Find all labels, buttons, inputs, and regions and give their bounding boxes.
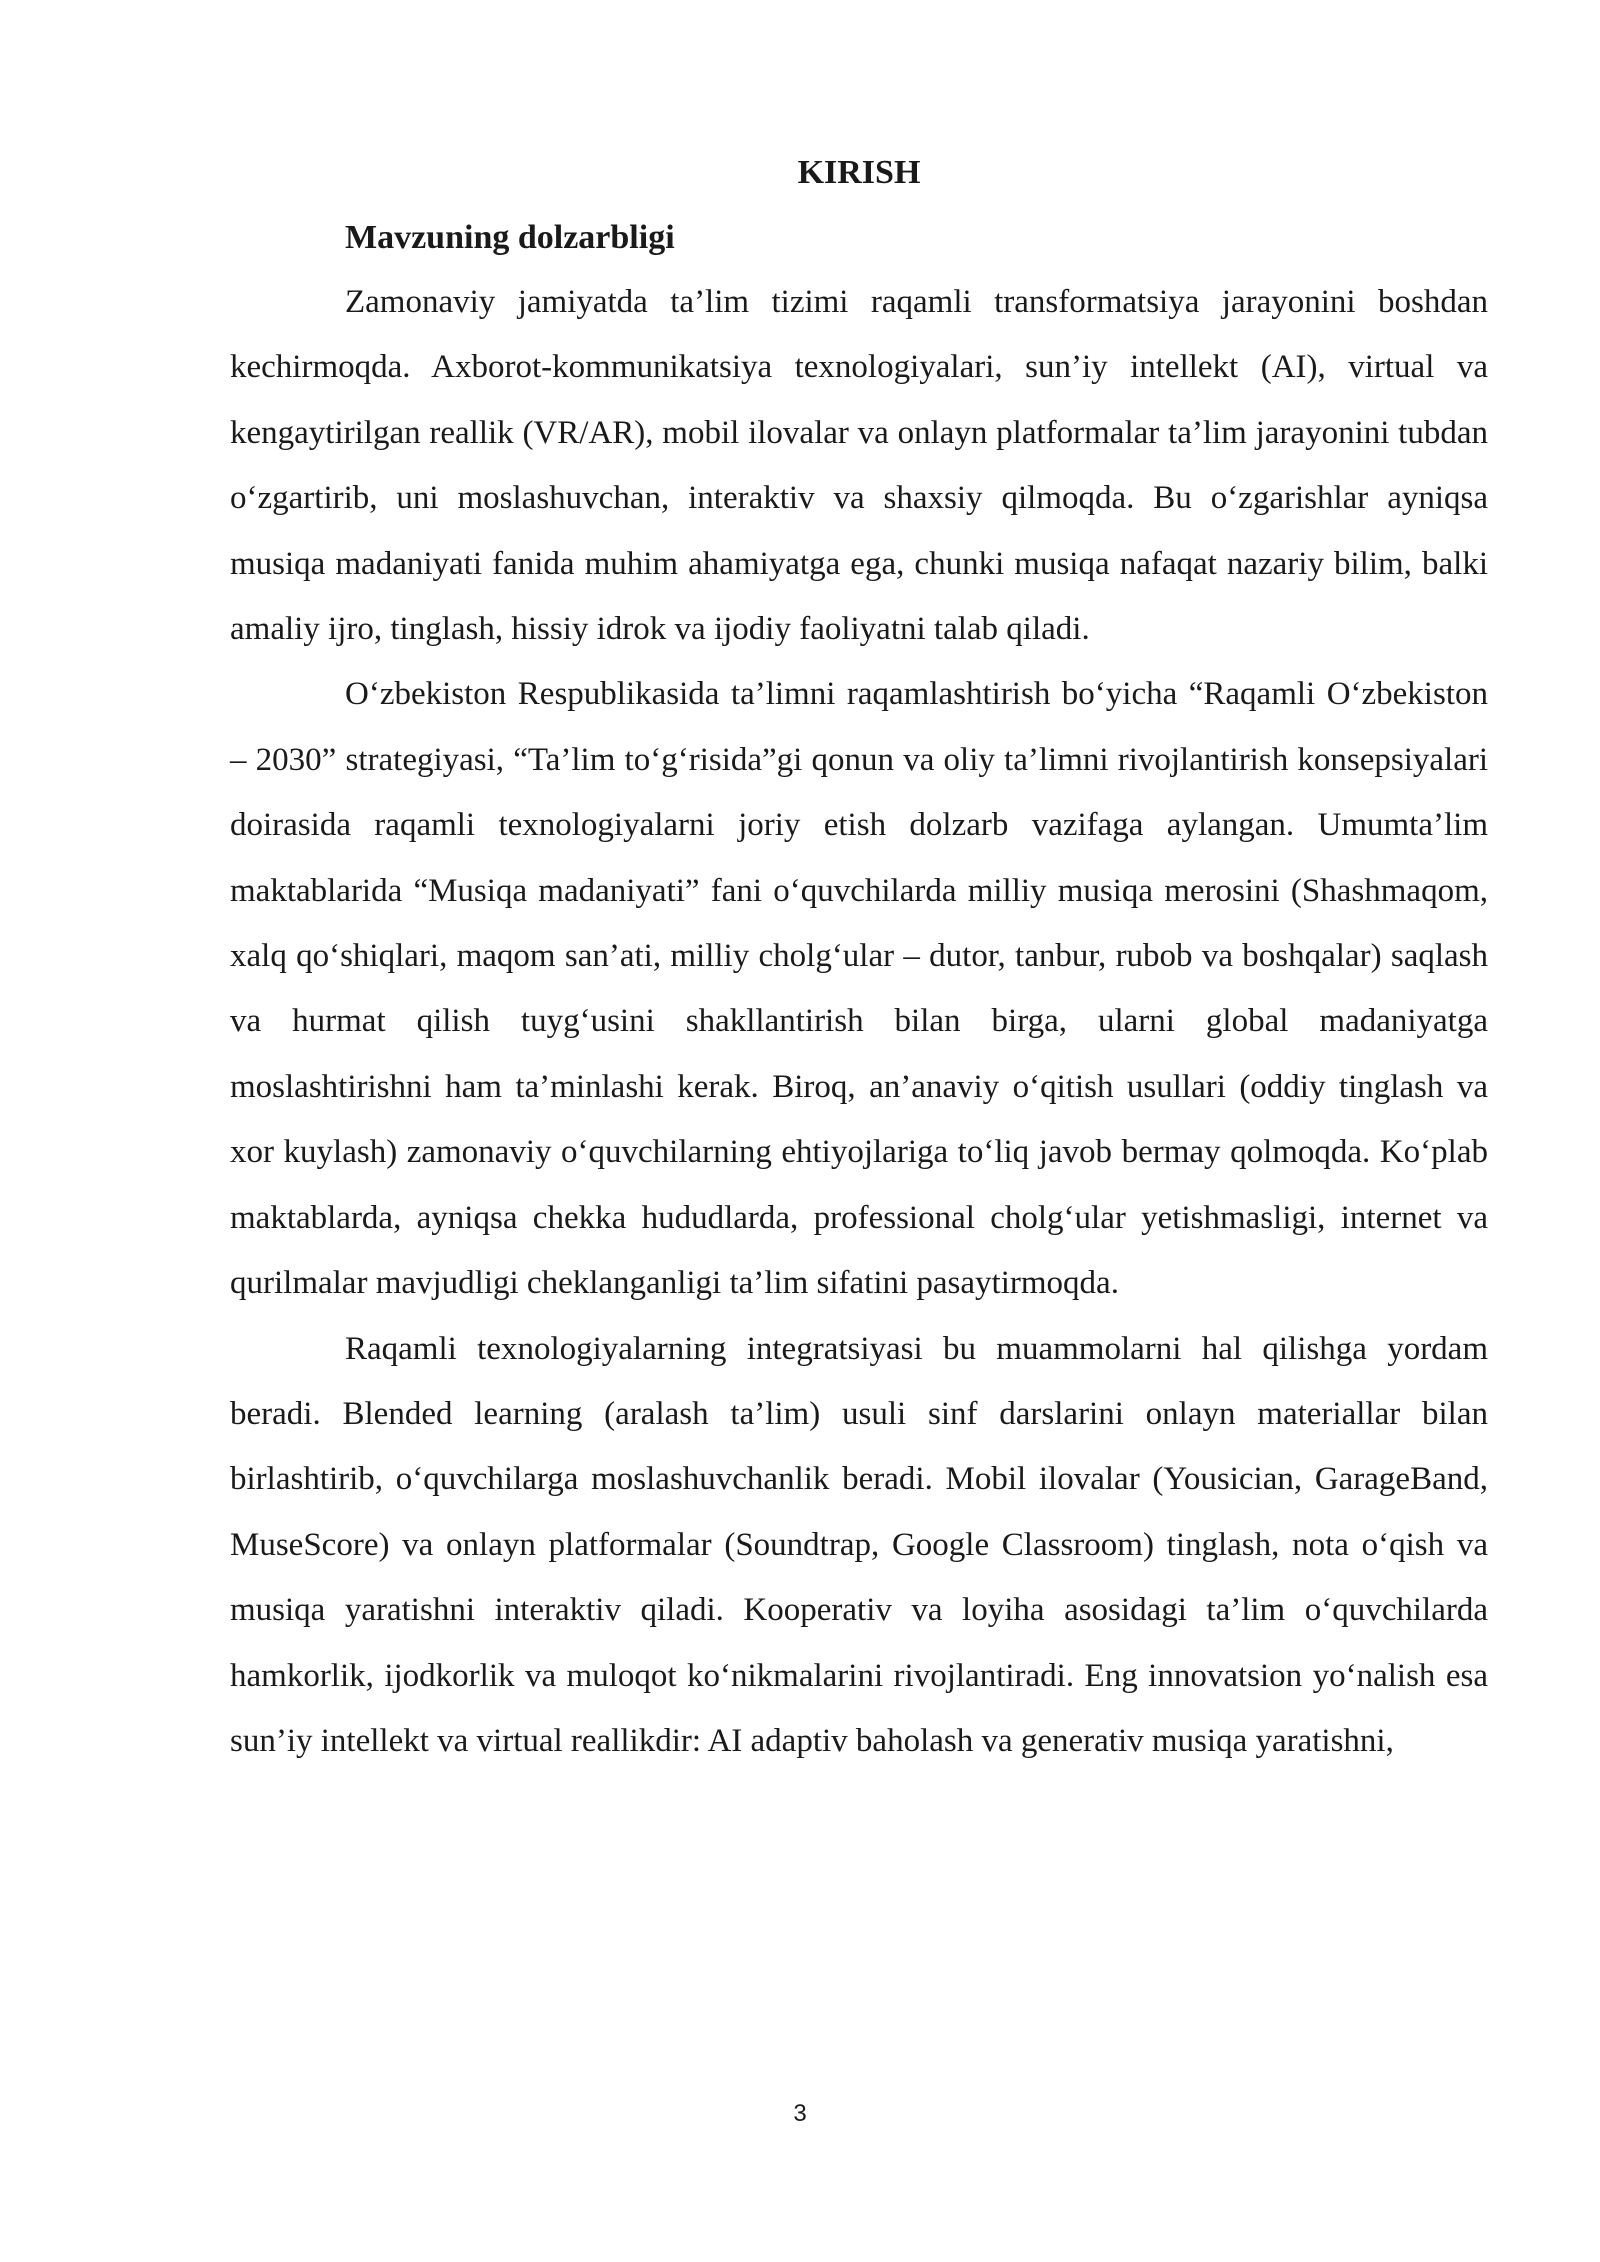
section-heading: Mavzuning dolzarbligi (345, 219, 675, 256)
page-number: 3 (793, 2100, 807, 2127)
paragraph-1: Zamonaviy jamiyatda ta’lim tizimi raqamli transformatsiya jarayonini boshdan kechirmoqda. Axborot-kommunikatsiya texnologiyalari, sun’iy intellekt (AI), virtual va kengaytirilgan reallik (VR/AR), mobil ilovalar va onlayn platformalar ta’lim jarayonini tubdan o‘zgartirib, uni moslashuvchan, interaktiv va shaxsiy qilmoqda. Bu o‘zgarishlar ayniqsa musiqa madaniyati fanida muhim ahamiyatga ega, chunki musiqa nafaqat nazariy bilim, balki amaliy ijro, tinglash, hissiy idrok va ijodiy faoliyatni talab qiladi. (230, 284, 1488, 648)
paragraph-3: Raqamli texnologiyalarning integratsiyasi bu muammolarni hal qilishga yordam beradi. Blended learning (aralash ta’lim) usuli sinf darslarini onlayn materiallar bilan birlashtirib, o‘quvchilarga moslashuvchanlik beradi. Mobil ilovalar (Yousician, GarageBand, MuseScore) va onlayn platformalar (Soundtrap, Google Classroom) tinglash, nota o‘qish va musiqa yaratishni interaktiv qiladi. Kooperativ va loyiha asosidagi ta’lim o‘quvchilarda hamkorlik, ijodkorlik va muloqot ko‘nikmalarini rivojlantiradi. Eng innovatsion yo‘nalish esa sun’iy intellekt va virtual reallikdir: AI adaptiv baholash va generativ musiqa yaratishni, (230, 1330, 1488, 1759)
document-title: KIRISH (797, 154, 921, 191)
document-page (230, 140, 1488, 1774)
paragraph-2: O‘zbekiston Respublikasida ta’limni raqamlashtirish bo‘yicha “Raqamli O‘zbekiston – 2030” strategiyasi, “Ta’lim to‘g‘risida”gi qonun va oliy ta’limni rivojlantirish konsepsiyalari doirasida raqamli texnologiyalarni joriy etish dolzarb vazifaga aylangan. Umumta’lim maktablarida “Musiqa madaniyati” fani o‘quvchilarda milliy musiqa merosini (Shashmaqom, xalq qo‘shiqlari, maqom san’ati, milliy cholg‘ular – dutor, tanbur, rubob va boshqalar) saqlash va hurmat qilish tuyg‘usini shakllantirish bilan birga, ularni global madaniyatga moslashtirishni ham ta’minlashi kerak. Biroq, an’anaviy o‘qitish usullari (oddiy tinglash va xor kuylash) zamonaviy o‘quvchilarning ehtiyojlariga to‘liq javob bermay qolmoqda. Ko‘plab maktablarda, ayniqsa chekka hududlarda, professional cholg‘ular yetishmasligi, internet va qurilmalar mavjudligi cheklanganligi ta’lim sifatini pasaytirmoqda. (230, 676, 1488, 1302)
